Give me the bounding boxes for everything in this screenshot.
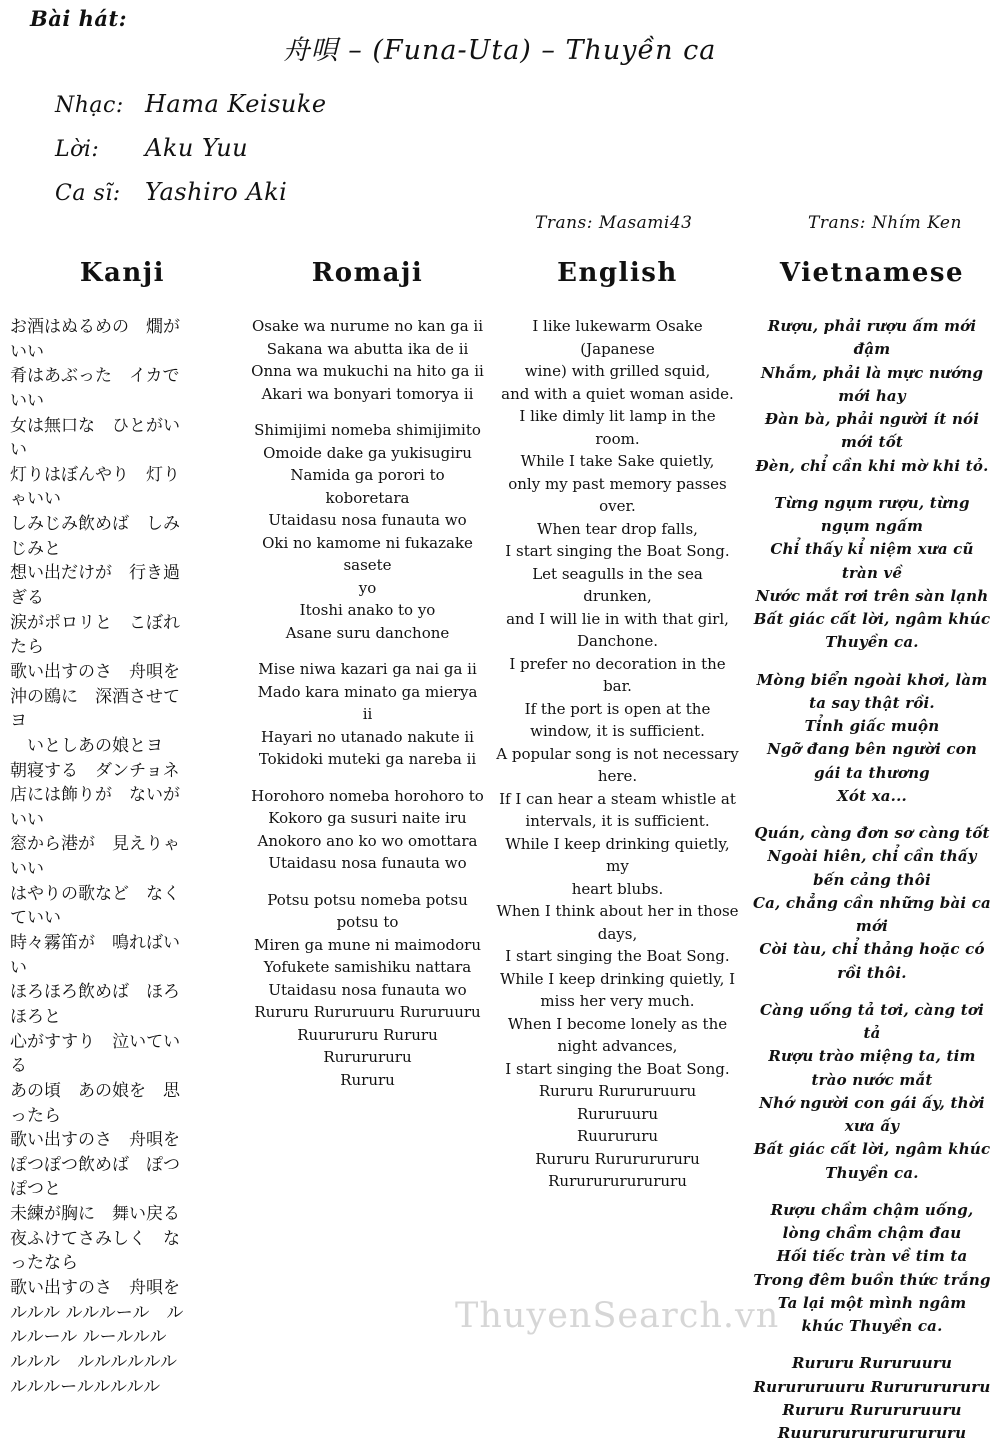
lyrics-columns: [0, 315, 999, 1445]
lyrics-line: Itoshi anako to yo: [299, 601, 436, 619]
lyrics-line: Hayari no utanado nakute ii: [261, 727, 474, 746]
lyrics-line: Càng uống tả tơi, càng tơi: [759, 1000, 985, 1019]
lyrics-line: Potsu potsu nomeba potsu potsu to: [267, 890, 468, 931]
lyrics-line: Rượu trào miệng ta, tim: [768, 1047, 976, 1066]
lyrics-line: ほろほろ飲めば ほろ: [10, 982, 180, 1003]
lyrics-line: gái ta thương: [814, 763, 930, 782]
lyrics-column-romaji: [245, 315, 490, 1445]
lyrics-line: お酒はぬるめの 燗が: [10, 317, 180, 337]
lyrics-line: じみと: [10, 538, 61, 559]
lyrics-line: over.: [599, 497, 636, 515]
credit-value-singer: Yashiro Aki: [145, 178, 288, 206]
watermark: ThuyenSearch.vn: [455, 1296, 780, 1336]
lyrics-line: I like lukewarm Osake (Japanese: [532, 317, 703, 358]
lyrics-line: ぽつぽつ飲めば ぽつ: [10, 1154, 180, 1175]
lyrics-line: Ruurururu: [576, 1127, 659, 1145]
lyrics-line-spacer: [751, 1185, 993, 1199]
lyrics-line: I prefer no decoration in the bar.: [509, 654, 726, 695]
lyrics-line: 窓から港が 見えりゃ: [10, 834, 180, 855]
lyrics-line: I start singing the Boat Song.: [505, 1059, 730, 1078]
lyrics-line: I start singing the Boat Song.: [505, 947, 730, 965]
lyrics-line: Nhắm, phải là mực nướng: [760, 363, 984, 382]
lyrics-line-spacer: [251, 875, 484, 889]
lyrics-line: 想い出だけが 行き過: [10, 563, 180, 584]
lyrics-line: 歌い出すのさ 舟唄を: [10, 1130, 180, 1151]
lyrics-line: mới hay: [838, 386, 906, 405]
lyrics-line: Rururu Rurururururu: [535, 1149, 700, 1168]
lyrics-line: Utaidasu nosa funauta wo: [268, 980, 467, 999]
lyrics-line: Đèn, chỉ cần khi mờ khi tỏ.: [755, 456, 989, 475]
lyrics-line: When I think about her in those: [496, 902, 739, 920]
lyrics-line: Bất giác cất lời, ngâm khúc: [753, 610, 991, 628]
lyrics-line-spacer: [251, 771, 484, 785]
lyrics-line: Ca, chẳng cần những bài ca: [753, 893, 991, 912]
lyrics-line: 肴はあぶった イカで: [10, 366, 180, 387]
translator-note-vietnamese: Trans: Nhím Ken: [808, 213, 962, 233]
lyrics-line: Ta lại một mình ngâm: [777, 1293, 967, 1312]
lyrics-line: While I take Sake quietly,: [520, 452, 715, 470]
credit-value-composer: Hama Keisuke: [145, 90, 327, 118]
lyrics-line: Ngỡ đang bên người con: [766, 740, 978, 759]
lyrics-line: 未練が胸に 舞い戻る: [10, 1204, 180, 1225]
lyrics-line: Let seagulls in the sea drunken,: [532, 564, 703, 605]
lyrics-line: ta say thật rồi.: [809, 693, 935, 712]
lyrics-line: 夜ふけてさみしく な: [10, 1228, 180, 1249]
lyrics-line: heart blubs.: [571, 879, 664, 898]
lyrics-line: ルルール ルールルル: [10, 1327, 167, 1348]
credit-row: [55, 90, 327, 118]
lyrics-line: い: [10, 440, 27, 461]
credit-value-lyricist: Aku Yuu: [145, 134, 249, 162]
lyrics-line: A popular song is not necessary: [496, 744, 739, 763]
lyrics-line: いい: [10, 859, 44, 880]
lyrics-line: While I keep drinking quietly, my: [505, 834, 730, 875]
lyrics-line: Rurururuuru Rurururururu: [753, 1377, 991, 1396]
lyrics-line: る: [10, 1056, 27, 1077]
lyrics-line: 女は無口な ひとがい: [10, 415, 180, 436]
lyrics-line: I like dimly lit lamp in the room.: [519, 407, 716, 448]
column-headings: [0, 258, 999, 298]
lyrics-line-spacer: [751, 808, 993, 822]
lyrics-line: If I can hear a steam whistle at: [499, 789, 736, 808]
lyrics-line: あの頃 あの娘を 思: [10, 1080, 180, 1101]
lyrics-line: Tỉnh giấc muộn: [804, 717, 940, 735]
lyrics-line: I start singing the Boat Song.: [505, 542, 730, 560]
lyrics-line: Asane suru danchone: [285, 623, 450, 642]
lyrics-line: here.: [597, 767, 638, 785]
credits-block: [55, 90, 327, 222]
lyrics-line: only my past memory passes: [508, 474, 727, 493]
lyrics-line: Từng ngụm rượu, từng: [774, 493, 970, 512]
lyrics-line: Omoide dake ga yukisugiru: [263, 443, 472, 462]
lyrics-line: and I will lie in with that girl,: [506, 609, 729, 628]
lyrics-line: trào nước mắt: [811, 1070, 933, 1089]
lyrics-line: đậm: [853, 340, 891, 359]
lyrics-line: Danchone.: [576, 632, 659, 650]
lyrics-line: Miren ga mune ni maimodoru: [253, 935, 482, 954]
lyrics-line: Rururu: [340, 1070, 395, 1089]
lyrics-line: 歌い出すのさ 舟唄を: [10, 661, 180, 682]
lyrics-column-kanji: [0, 315, 245, 1445]
lyrics-line: 沖の鴎に 深酒させて: [10, 686, 180, 707]
lyrics-line: Trong đêm buồn thức trắng: [753, 1270, 991, 1289]
column-heading-kanji: Kanji: [79, 258, 166, 288]
lyrics-line: Quán, càng đơn sơ càng tốt: [754, 824, 990, 842]
lyrics-line: 灯りはぼんやり 灯り: [10, 464, 180, 485]
lyrics-line: 心がすすり 泣いてい: [10, 1031, 181, 1052]
credit-row: [55, 178, 327, 206]
lyrics-line: Đàn bà, phải người ít nói: [764, 410, 980, 428]
lyrics-line: Rururu Rurururuuru Rururuuru: [538, 1082, 697, 1123]
lyrics-line: Còi tàu, chỉ thảng hoặc có: [759, 940, 985, 959]
lyrics-line-spacer: [251, 644, 484, 658]
lyrics-line: Utaidasu nosa funauta wo: [268, 511, 467, 529]
lyrics-line: lòng chầm chậm đau: [782, 1224, 962, 1242]
lyrics-line: If the port is open at the: [524, 699, 711, 718]
lyrics-line: ぎる: [10, 588, 44, 609]
lyrics-line: Ruurururu Rururu Rururururu: [297, 1025, 438, 1066]
lyrics-line: Xót xa...: [837, 786, 907, 805]
lyrics-line: 時々霧笛が 鳴ればい: [10, 933, 180, 954]
lyrics-line: intervals, it is sufficient.: [525, 812, 710, 830]
lyrics-line: ルルルールルルルル: [10, 1376, 161, 1397]
lyrics-line: Sakana wa abutta ika de ii: [266, 339, 469, 358]
lyrics-line: days,: [597, 924, 638, 943]
lyrics-line: yo: [358, 578, 377, 597]
lyrics-line: いとしあの娘とヨ: [10, 735, 163, 756]
lyrics-line: Osake wa nurume no kan ga ii: [251, 317, 484, 335]
credit-label-lyricist: Lời:: [55, 137, 100, 162]
lyrics-line: Rượu chầm chậm uống,: [770, 1200, 974, 1219]
lyrics-line: 店には飾りが ないが: [10, 785, 180, 806]
lyrics-line: night advances,: [557, 1037, 678, 1055]
credit-row: [55, 134, 327, 162]
lyrics-line: 歌い出すのさ 舟唄を: [10, 1277, 180, 1298]
lyrics-line: ぽつと: [10, 1179, 61, 1200]
lyrics-line: ったら: [10, 1105, 61, 1126]
lyrics-line: bến cảng thôi: [813, 870, 931, 889]
lyrics-line: 涙がポロリと こぼれ: [10, 612, 180, 633]
lyrics-line: Thuyền ca.: [825, 633, 919, 652]
lyrics-line: Horohoro nomeba horohoro to: [251, 786, 484, 805]
lyrics-line: Nhớ người con gái ấy, thời: [759, 1093, 985, 1112]
page-title: 舟唄 – (Funa-Uta) – Thuyền ca: [282, 35, 717, 66]
lyrics-line: Utaidasu nosa funauta wo: [268, 854, 467, 872]
lyrics-line: Namida ga porori to koboretara: [290, 466, 445, 507]
lyrics-line: Rururu Rururuuru Rururuuru: [254, 1003, 481, 1021]
lyrics-line: mới: [855, 917, 889, 935]
lyrics-column-english: [490, 315, 745, 1445]
lyrics-line: Rurururururururu: [548, 1172, 687, 1190]
lyrics-line: いい: [10, 341, 44, 362]
lyrics-line: xưa ấy: [844, 1117, 900, 1135]
lyrics-line: しみじみ飲めば しみ: [10, 514, 180, 535]
lyrics-line: wine) with grilled squid,: [524, 362, 711, 380]
column-heading-romaji: Romaji: [311, 258, 424, 288]
lyrics-line: ルルル ルルルルルル: [10, 1351, 178, 1372]
lyrics-line: ルルル ルルルール ル: [10, 1302, 184, 1323]
lyrics-line: Hối tiếc tràn về tim ta: [776, 1247, 968, 1266]
lyrics-line: Rururu Rururuuru: [791, 1354, 953, 1373]
lyrics-line: When tear drop falls,: [537, 519, 698, 538]
song-label: Bài hát:: [30, 6, 127, 31]
lyrics-line: Mòng biển ngoài khơi, làm: [756, 670, 988, 689]
lyrics-line: Yofukete samishiku nattara: [263, 958, 472, 976]
column-heading-english: English: [557, 258, 678, 288]
lyrics-line: ヨ: [10, 711, 27, 732]
lyrics-line: ゃいい: [10, 489, 61, 510]
lyrics-line: Tokidoki muteki ga nareba ii: [258, 750, 477, 768]
lyrics-line: Oki no kamome ni fukazake sasete: [262, 533, 473, 574]
lyrics-line: Onna wa mukuchi na hito ga ii: [251, 362, 484, 380]
lyrics-line: Mado kara minato ga mierya ii: [257, 682, 478, 723]
lyrics-column-vietnamese: [745, 315, 999, 1445]
lyrics-line: Nước mắt rơi trên sàn lạnh: [755, 586, 989, 605]
lyrics-line: はやりの歌など なく: [10, 883, 180, 904]
lyrics-line: ったなら: [10, 1253, 78, 1274]
translator-note-english: Trans: Masami43: [535, 213, 693, 233]
lyrics-line: ほろと: [10, 1006, 61, 1027]
lyrics-line: いい: [10, 390, 44, 411]
lyrics-line: Akari wa bonyari tomorya ii: [261, 384, 474, 403]
lyrics-line: いい: [10, 809, 44, 830]
lyrics-line: Mise niwa kazari ga nai ga ii: [258, 660, 477, 678]
lyrics-line: 朝寝する ダンチョネ: [10, 760, 180, 781]
lyrics-line: Kokoro ga susuri naite iru: [268, 809, 467, 827]
lyrics-line: ngụm ngấm: [820, 517, 924, 535]
lyrics-line: Ruururururururururu: [777, 1424, 967, 1442]
lyrics-line: Chỉ thấy kỉ niệm xưa cũ: [770, 540, 974, 559]
lyrics-line: rồi thôi.: [837, 963, 907, 982]
lyrics-line: い: [10, 957, 27, 978]
lyrics-line-spacer: [751, 985, 993, 999]
credit-label-singer: Ca sĩ:: [55, 181, 121, 206]
lyrics-line: Anokoro ano ko wo omottara: [257, 831, 478, 850]
lyrics-line: mới tốt: [840, 433, 904, 452]
lyrics-line: Rururu Rurururuuru: [782, 1400, 962, 1419]
credit-label-composer: Nhạc:: [55, 93, 124, 118]
lyrics-line: Shimijimi nomeba shimijimito: [254, 421, 481, 439]
lyrics-line: Thuyền ca.: [825, 1163, 919, 1182]
lyrics-line: tràn về: [841, 563, 903, 582]
lyrics-line: window, it is sufficient.: [530, 722, 705, 740]
lyrics-line: miss her very much.: [540, 992, 695, 1010]
lyrics-line-spacer: [251, 405, 484, 419]
lyrics-line: When I become lonely as the: [507, 1014, 728, 1033]
lyrics-line: ていい: [10, 908, 61, 929]
lyrics-line-spacer: [751, 478, 993, 492]
lyrics-line: Ngoài hiên, chỉ cần thấy: [767, 847, 977, 866]
lyrics-line: and with a quiet woman aside.: [501, 384, 734, 403]
lyrics-line-spacer: [751, 655, 993, 669]
lyrics-line: Rượu, phải rượu ấm mới: [767, 317, 977, 335]
lyrics-line: たら: [10, 637, 44, 658]
lyrics-line: While I keep drinking quietly, I: [499, 969, 736, 988]
column-heading-vietnamese: Vietnamese: [779, 258, 965, 288]
lyrics-line: tả: [863, 1024, 881, 1042]
lyrics-line: khúc Thuyền ca.: [801, 1317, 943, 1335]
lyrics-line: Bất giác cất lời, ngâm khúc: [753, 1140, 991, 1159]
lyrics-line-spacer: [751, 1338, 993, 1352]
